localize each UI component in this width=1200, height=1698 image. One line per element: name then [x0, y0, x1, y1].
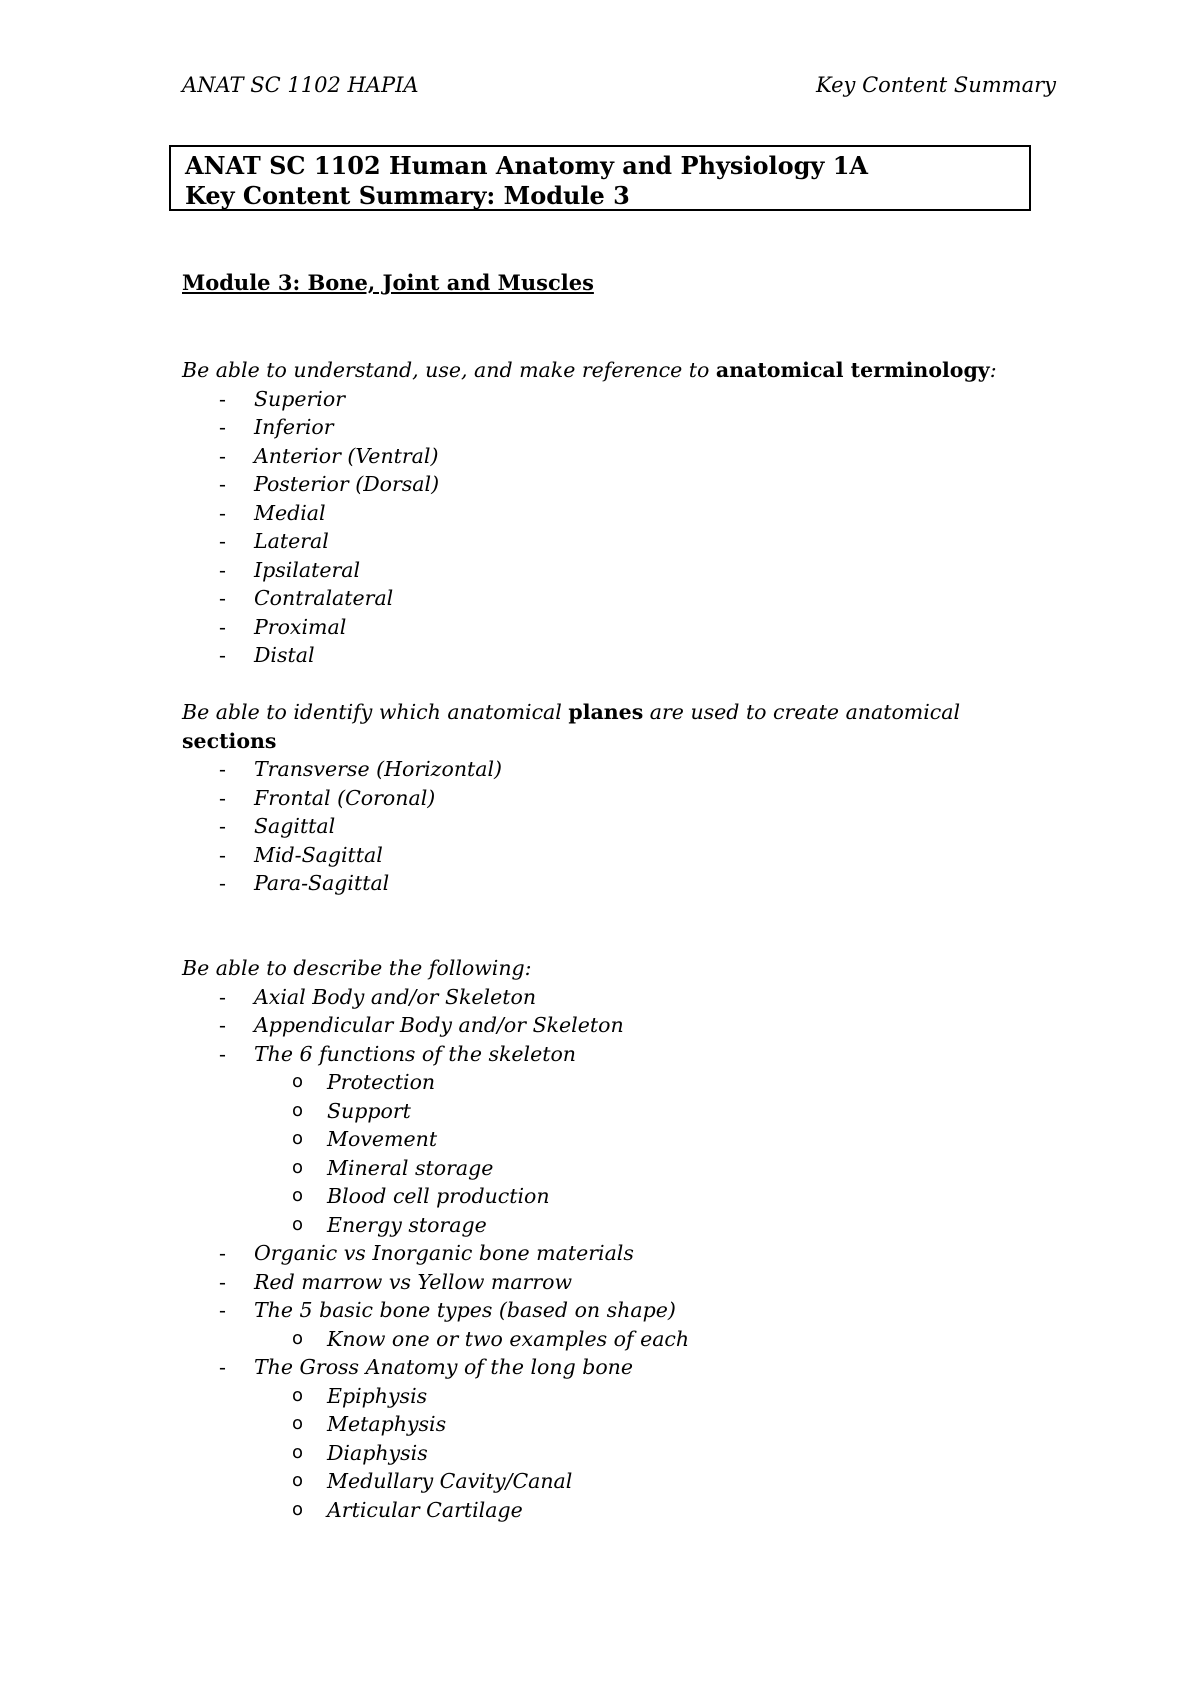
sub-list-item: o Articular Cartilage	[182, 1496, 1012, 1525]
sub-list-item: o Movement	[182, 1125, 1012, 1154]
intro-text: Be able to understand, use, and make reference to	[182, 358, 716, 382]
list-item: - Contralateral	[182, 584, 1012, 613]
sub-list-item: o Protection	[182, 1068, 1012, 1097]
header-doc-type: Key Content Summary	[816, 73, 1056, 97]
long-bone-parts-list	[182, 1382, 1012, 1525]
header-course-code: ANAT SC 1102 HAPIA	[182, 73, 419, 97]
list-item: - Lateral	[182, 527, 1012, 556]
list-item: - Mid-Sagittal	[182, 841, 1012, 870]
list-item: - The 5 basic bone types (based on shape)	[182, 1296, 1012, 1325]
sub-list-item: o Metaphysis	[182, 1410, 1012, 1439]
list-item: - Ipsilateral	[182, 556, 1012, 585]
list-item: - The Gross Anatomy of the long bone	[182, 1353, 1012, 1382]
sub-list-container	[182, 1382, 1012, 1525]
sub-list-item: o Support	[182, 1097, 1012, 1126]
list-item: - Inferior	[182, 413, 1012, 442]
planes-section	[182, 698, 1012, 898]
list-item: - Organic vs Inorganic bone materials	[182, 1239, 1012, 1268]
title-box	[169, 145, 1031, 211]
list-item	[182, 1040, 1012, 1069]
list-item: - Proximal	[182, 613, 1012, 642]
list-item-text: The 6 functions of the skeleton	[254, 1041, 577, 1066]
intro-bold-text: sections	[182, 728, 277, 753]
sub-list-item: o Know one or two examples of each	[182, 1325, 1012, 1354]
terminology-list	[182, 385, 1012, 670]
list-item: - Posterior (Dorsal)	[182, 470, 1012, 499]
terminology-intro	[182, 356, 1012, 385]
describe-list	[182, 983, 1012, 1525]
list-item: - Distal	[182, 641, 1012, 670]
sub-list-container	[182, 1325, 1012, 1354]
sub-list-item: o Epiphysis	[182, 1382, 1012, 1411]
describe-intro: Be able to describe the following:	[182, 956, 532, 980]
intro-text: Be able to identify which anatomical	[182, 700, 569, 724]
list-item: - Para-Sagittal	[182, 869, 1012, 898]
sub-list-item: o Energy storage	[182, 1211, 1012, 1240]
intro-text: are used to create anatomical	[643, 700, 961, 724]
list-item: - Axial Body and/or Skeleton	[182, 983, 1012, 1012]
title-line-1: ANAT SC 1102 Human Anatomy and Physiology 1A	[185, 151, 869, 180]
intro-text: :	[989, 358, 997, 382]
sub-list-item: o Medullary Cavity/Canal	[182, 1467, 1012, 1496]
list-item: - Appendicular Body and/or Skeleton	[182, 1011, 1012, 1040]
list-item: - Frontal (Coronal)	[182, 784, 1012, 813]
intro-bold-text: anatomical terminology	[715, 358, 990, 382]
bone-types-sub-list	[182, 1325, 1012, 1354]
module-heading: Module 3: Bone, Joint and Muscles	[182, 270, 594, 295]
title-line-2: Key Content Summary: Module 3	[185, 181, 630, 210]
list-item: - Red marrow vs Yellow marrow	[182, 1268, 1012, 1297]
planes-intro	[182, 698, 1012, 755]
list-item: - Medial	[182, 499, 1012, 528]
list-item: - Superior	[182, 385, 1012, 414]
describe-section	[182, 954, 1012, 1524]
list-item: - Anterior (Ventral)	[182, 442, 1012, 471]
list-item: - Transverse (Horizontal)	[182, 755, 1012, 784]
functions-list	[182, 1068, 1012, 1239]
terminology-section	[182, 356, 1012, 670]
planes-list	[182, 755, 1012, 898]
sub-list-container	[182, 1068, 1012, 1239]
sub-list-item: o Blood cell production	[182, 1182, 1012, 1211]
list-item: - Sagittal	[182, 812, 1012, 841]
sub-list-item: o Diaphysis	[182, 1439, 1012, 1468]
intro-bold-text: planes	[568, 700, 644, 724]
sub-list-item: o Mineral storage	[182, 1154, 1012, 1183]
